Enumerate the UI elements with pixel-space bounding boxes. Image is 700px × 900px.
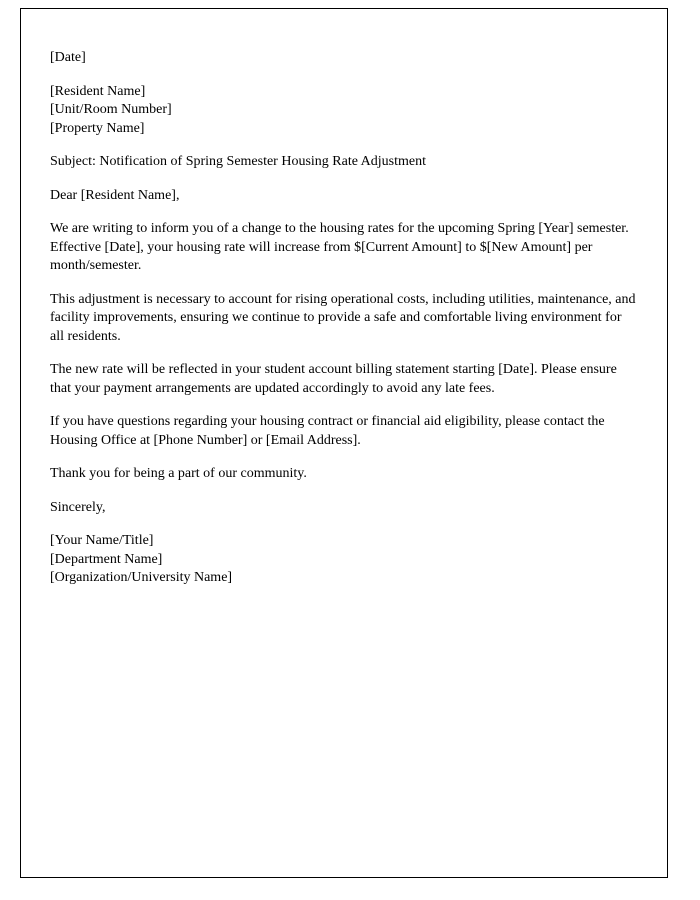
date-line: [Date]	[50, 50, 86, 65]
recipient-block	[50, 83, 637, 139]
body-paragraph-4: If you have questions regarding your housing contract or financial aid eligibility, please contact the Housing Office at [Phone Number] or [Email Address].	[50, 414, 605, 448]
subject-line: Subject: Notification of Spring Semester Housing Rate Adjustment	[50, 154, 427, 169]
recipient-unit-line: [Unit/Room Number]	[50, 102, 172, 117]
signature-block	[50, 532, 637, 588]
letter-page	[20, 8, 668, 878]
closing-line: Sincerely,	[50, 499, 106, 515]
signature-organization-line: [Organization/University Name]	[50, 570, 233, 585]
body-paragraph-1: We are writing to inform you of a change to the housing rates for the upcoming Spring [Year] semester. Effective [Date], your housing rate will increase from $[Current Amount] to $[New Amount] per month/semester.	[50, 221, 629, 273]
body-paragraph-5: Thank you for being a part of our community.	[50, 466, 307, 481]
signature-name-line: [Your Name/Title]	[50, 533, 154, 548]
signature-department-line: [Department Name]	[50, 551, 163, 567]
body-paragraph-2: This adjustment is necessary to account for rising operational costs, including utilities, maintenance, and facility improvements, ensuring we continue to provide a safe and comfortable living environment for all residents.	[50, 291, 636, 344]
salutation-line: Dear [Resident Name],	[50, 187, 180, 203]
recipient-name-line: [Resident Name]	[50, 83, 146, 99]
recipient-property-line: [Property Name]	[50, 120, 145, 136]
body-paragraph-3: The new rate will be reflected in your student account billing statement starting [Date]. Please ensure that your payment arrangements are updated accordingly to avoid any late fees.	[50, 362, 617, 396]
